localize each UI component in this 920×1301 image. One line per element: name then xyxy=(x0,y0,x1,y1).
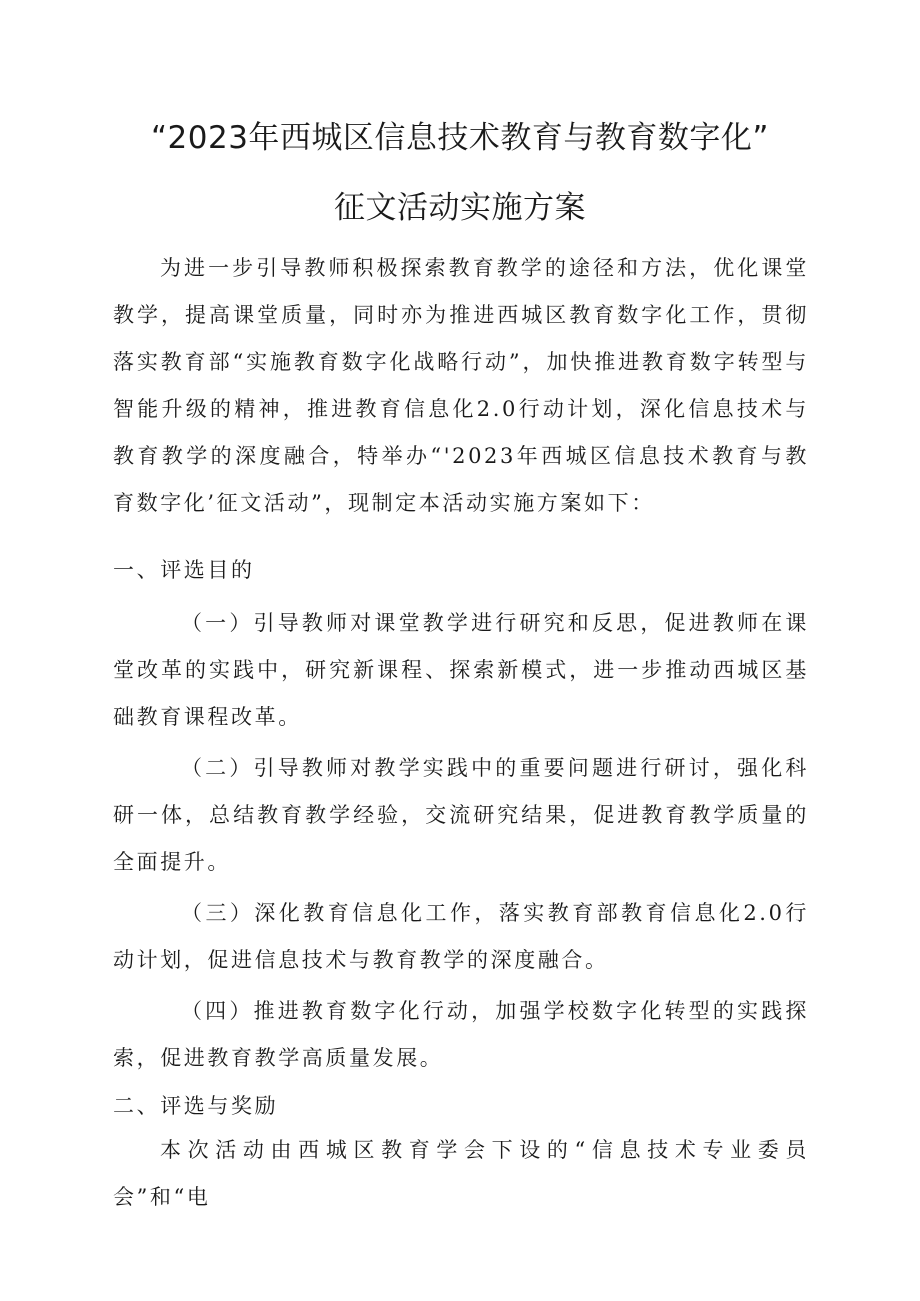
document-title-line-1: “2023年西城区信息技术教育与教育数字化” xyxy=(150,120,769,156)
purpose-item-3: （三）深化教育信息化工作，落实教育部教育信息化2.0行动计划，促进信息技术与教育教学的深度融合。 xyxy=(113,901,809,972)
purpose-item-2: （二）引导教师对教学实践中的重要问题进行研讨，强化科研一体，总结教育教学经验，交流研究结果，促进教育教学质量的全面提升。 xyxy=(113,756,809,874)
purpose-item-1: （一）引导教师对课堂教学进行研究和反思，促进教师在课堂改革的实践中，研究新课程、探索新模式，进一步推动西城区基础教育课程改革。 xyxy=(113,611,809,729)
awards-paragraph: 本次活动由西城区教育学会下设的“信息技术专业委员会”和“电 xyxy=(113,1138,809,1209)
document-title-line-2: 征文活动实施方案 xyxy=(334,190,586,226)
section-heading-purpose: 一、评选目的 xyxy=(113,558,255,582)
intro-paragraph: 为进一步引导教师积极探索教育教学的途径和方法，优化课堂教学，提高课堂质量，同时亦为推进西城区教育数字化工作，贯彻落实教育部“实施教育数字化战略行动”，加快推进教育数字转型与智能升级的精神，推进教育信息化2.0行动计划，深化信息技术与教育教学的深度融合，特举办“'2023年西城区信息技术教育与教育数字化’征文活动”，现制定本活动实施方案如下： xyxy=(113,256,809,515)
purpose-item-4: （四）推进教育数字化行动，加强学校数字化转型的实践探索，促进教育教学高质量发展。 xyxy=(113,999,809,1070)
section-heading-awards: 二、评选与奖励 xyxy=(113,1094,279,1118)
